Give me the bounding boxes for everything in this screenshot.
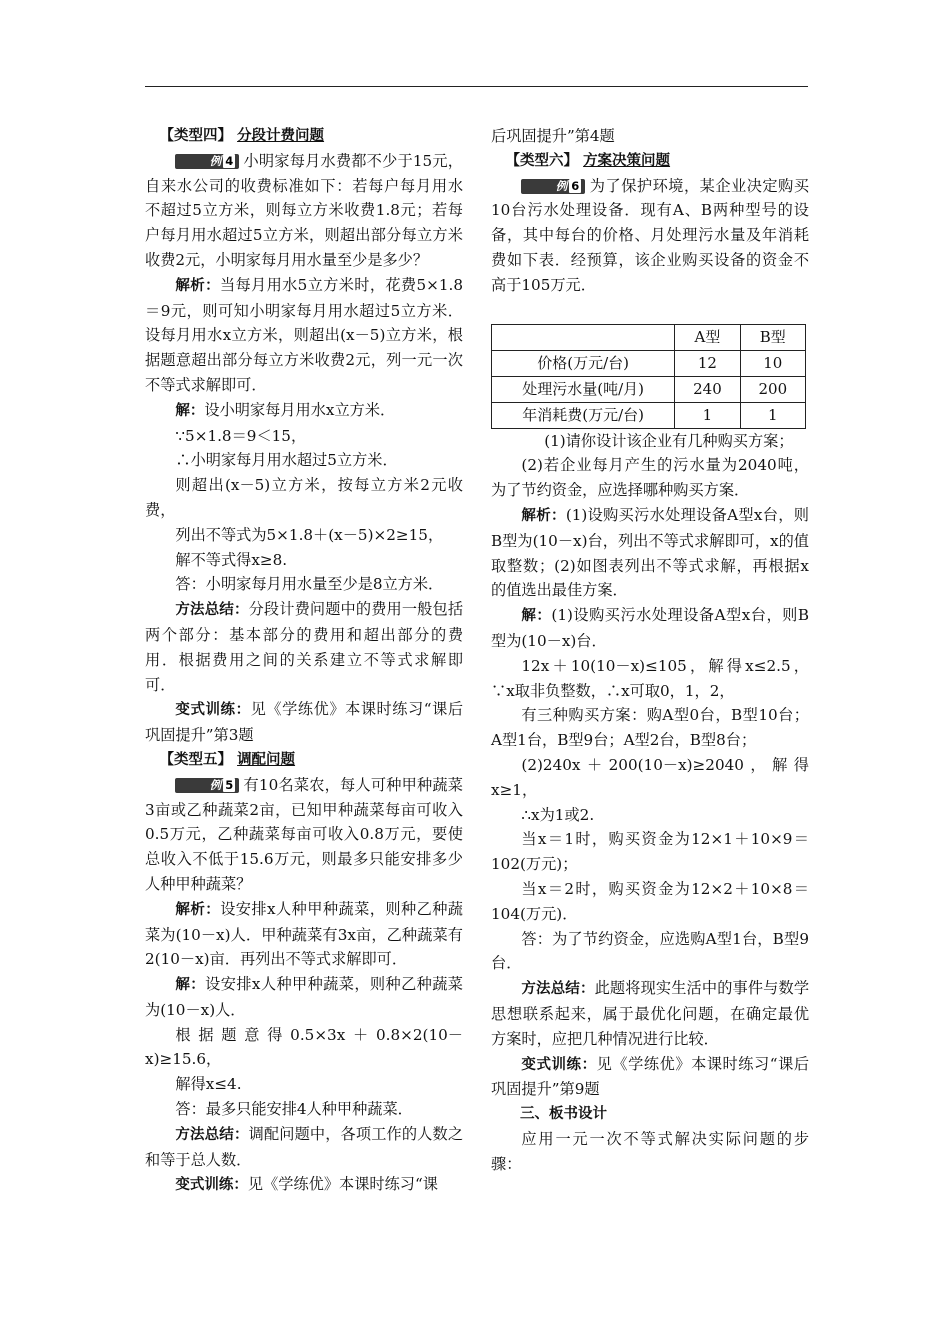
variant-text: 见《学练优》本课时练习“课 xyxy=(247,1175,438,1194)
example6-solution-3: 有三种购买方案：购A型0台，B型10台；A型1台，B型9台；A型2台，B型8台； xyxy=(491,706,809,750)
question-1: (1)请你设计该企业有几种购买方案； xyxy=(544,431,794,450)
table-row xyxy=(492,350,806,376)
example-badge-6 xyxy=(521,179,585,194)
right-column xyxy=(491,124,809,1176)
table-header-row xyxy=(492,324,806,350)
type4-heading xyxy=(145,124,463,149)
example6-answer: 答：为了节约资金，应选购A型1台，B型9台． xyxy=(491,929,809,973)
section-text: 应用一元一次不等式解决实际问题的步骤： xyxy=(491,1129,809,1173)
table-header-cell: A型 xyxy=(675,324,740,350)
variant-text: 见《学练优》本课时练习“课后巩固提升”第9题 xyxy=(491,1054,810,1099)
method-label: 方法总结： xyxy=(175,602,249,619)
example4-analysis xyxy=(145,273,463,398)
example5-solution-1 xyxy=(145,972,463,1023)
example4-method xyxy=(145,597,463,697)
badge-label: 例 xyxy=(209,777,222,792)
table-cell: 1 xyxy=(675,402,740,428)
problem-text: 为了保护环境，某企业决定购买10台污水处理设备．现有A、B两种型号的设备，其中每台的价格、月处理污水量及年消耗费如下表．经预算，该企业购买设备的资金不高于105万元． xyxy=(491,176,809,294)
equipment-table xyxy=(491,324,806,429)
table-cell: 200 xyxy=(740,376,805,402)
example6-variant xyxy=(491,1052,809,1103)
type6-heading xyxy=(491,149,809,174)
type5-title: 调配问题 xyxy=(237,751,296,768)
variant-label: 变式训练： xyxy=(175,702,251,719)
example5-solution-3: 解得x≤4. xyxy=(175,1075,242,1094)
table-cell: 1 xyxy=(740,402,805,428)
table-cell: 10 xyxy=(740,350,805,376)
example5-variant xyxy=(145,1172,463,1198)
example5-solution-2: 根据题意得0.5×3x＋0.8×2(10－x)≥15.6， xyxy=(145,1025,463,1069)
example6-solution-4: (2)240x＋200(10－x)≥2040，解得x≥1， xyxy=(491,755,809,799)
left-column xyxy=(145,124,463,1198)
example6-solution-7: 当x＝2时，购买资金为12×2＋10×8＝104(万元)． xyxy=(491,879,809,923)
example6-solution-1 xyxy=(491,603,809,654)
section-heading-board-design: 三、板书设计 xyxy=(520,1106,607,1123)
table-cell: 价格(万元/台) xyxy=(492,350,675,376)
example4-solution-2: ∵5×1.8＝9＜15， xyxy=(175,426,307,445)
type5-heading xyxy=(145,748,463,773)
analysis-label: 解析： xyxy=(175,277,220,294)
example5-answer: 答：最多只能安排4人种甲种蔬菜． xyxy=(175,1100,413,1119)
example4-problem xyxy=(145,149,463,273)
example6-solution-6: 当x＝1时，购买资金为12×1＋10×9＝102(万元)； xyxy=(491,830,809,874)
method-text: 此题将现实生活中的事件与数学思想联系起来，属于最优化问题，在确定最优方案时，应把几种情况进行比较． xyxy=(491,979,810,1048)
table-cell: 处理污水量(吨/月) xyxy=(492,376,675,402)
badge-label: 例 xyxy=(555,178,568,193)
example6-analysis xyxy=(491,503,809,603)
example-badge-4 xyxy=(175,154,239,169)
solution-text: 设小明家每月用水x立方米． xyxy=(204,400,396,419)
example4-solution-6: 解不等式得x≥8. xyxy=(175,550,288,569)
analysis-text: 设安排x人种甲种蔬菜，则种乙种蔬菜为(10－x)人．甲种蔬菜有3x亩，乙种蔬菜有2(10－x)亩．再列出不等式求解即可． xyxy=(145,899,463,969)
method-label: 方法总结： xyxy=(521,981,595,998)
solution-label: 解： xyxy=(175,977,206,994)
example5-analysis xyxy=(145,897,463,972)
solution-text: (1)设购买污水处理设备A型x台，则B型为(10－x)台． xyxy=(491,606,809,650)
example4-solution-1 xyxy=(145,398,463,424)
table-row xyxy=(492,402,806,428)
variant-text: 见《学练优》本课时练习“课后巩固提升”第3题 xyxy=(145,700,464,745)
variant-continuation: 后巩固提升”第4题 xyxy=(491,127,615,145)
variant-label: 变式训练： xyxy=(175,1177,248,1194)
type4-title: 分段计费问题 xyxy=(237,128,325,144)
question-2: (2)若企业每月产生的污水量为2040吨，为了节约资金，应选择哪种购买方案． xyxy=(491,456,809,500)
solution-label: 解： xyxy=(521,608,552,625)
header-rule xyxy=(145,86,808,87)
example4-variant xyxy=(145,697,463,748)
analysis-text: 当每月用水5立方米时，花费5×1.8＝9元，则可知小明家每月用水超过5立方米．设每月用水x立方米，则超出(x－5)立方米，根据题意超出部分每立方米收费2元，列一元一次不等式求解即可． xyxy=(145,275,463,394)
problem-text: 小明家每月水费都不少于15元，自来水公司的收费标准如下：若每户每月用水不超过5立方米，则每立方米收费1.8元；若每户每月用水超过5立方米，则超出部分每立方米收费2元，小明家每月用水量至少是多少？ xyxy=(145,151,463,269)
variant-label: 变式训练： xyxy=(521,1056,597,1073)
example5-problem xyxy=(145,773,463,897)
table-row xyxy=(492,376,806,402)
example-badge-5 xyxy=(175,778,239,793)
badge-number: 6 xyxy=(571,178,580,193)
example4-solution-4: 则超出(x－5)立方米，按每立方米2元收费， xyxy=(145,476,463,519)
type6-title: 方案决策问题 xyxy=(583,152,671,169)
example4-solution-5: 列出不等式为5×1.8＋(x－5)×2≥15， xyxy=(175,525,444,544)
table-cell: 年消耗费(万元/台) xyxy=(492,402,675,428)
badge-number: 4 xyxy=(225,153,234,168)
analysis-text: (1)设购买污水处理设备A型x台，则B型为(10－x)台，列出不等式求解即可，x的值取整数；(2)如图表列出不等式求解，再根据x的值选出最佳方案． xyxy=(491,505,809,600)
example6-solution-5: ∴x为1或2. xyxy=(521,805,595,824)
method-label: 方法总结： xyxy=(175,1126,249,1143)
badge-label: 例 xyxy=(209,153,222,168)
table-cell: 12 xyxy=(675,350,740,376)
analysis-label: 解析： xyxy=(175,901,221,918)
method-text: 分段计费问题中的费用一般包括两个部分：基本部分的费用和超出部分的费用．根据费用之间的关系建立不等式求解即可． xyxy=(145,600,464,694)
example4-solution-3: ∴小明家每月用水超过5立方米． xyxy=(175,451,398,470)
table-header-cell: B型 xyxy=(740,324,805,350)
solution-text: 设安排x人种甲种蔬菜，则种乙种蔬菜为(10－x)人． xyxy=(145,975,463,1019)
example6-solution-2: 12x＋10(10－x)≤105，解得x≤2.5，∵x取非负整数，∴x可取0，1，2， xyxy=(491,656,809,700)
solution-label: 解： xyxy=(175,402,205,419)
example5-method xyxy=(145,1122,463,1173)
example4-answer: 答：小明家每月用水量至少是8立方米． xyxy=(175,575,444,594)
method-text: 调配问题中，各项工作的人数之和等于总人数． xyxy=(145,1124,464,1169)
table-cell: 240 xyxy=(675,376,740,402)
problem-text: 有10名菜农，每人可种甲种蔬菜3亩或乙种蔬菜2亩，已知甲种蔬菜每亩可收入0.5万元，乙种蔬菜每亩可收入0.8万元，要使总收入不低于15.6万元，则最多只能安排多少人种甲种蔬菜？ xyxy=(145,775,463,893)
example6-problem xyxy=(491,174,809,298)
example6-method xyxy=(491,976,809,1051)
badge-number: 5 xyxy=(225,777,234,792)
table-header-cell xyxy=(492,324,675,350)
analysis-label: 解析： xyxy=(521,507,566,524)
type5-bracket: 【类型五】 xyxy=(159,751,232,768)
type4-bracket: 【类型四】 xyxy=(159,128,232,144)
type6-bracket: 【类型六】 xyxy=(505,152,578,169)
